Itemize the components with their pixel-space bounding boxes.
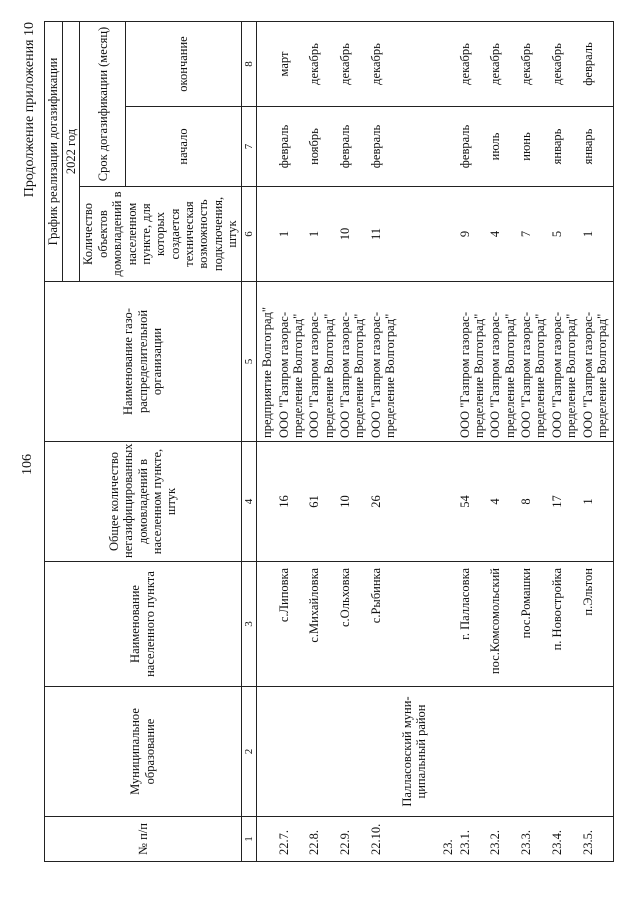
row-settlement: п. Новостройка bbox=[549, 562, 580, 687]
row-count: 7 bbox=[518, 187, 549, 282]
row-start: февраль bbox=[276, 107, 307, 187]
row-municipality bbox=[306, 687, 337, 817]
row-total bbox=[399, 442, 457, 562]
row-municipality bbox=[337, 687, 368, 817]
row-end: декабрь bbox=[337, 21, 368, 106]
row-end: март bbox=[276, 21, 307, 106]
row-org: ООО "Газпром газорас-пределение Волгоград" bbox=[368, 282, 399, 442]
table-row bbox=[487, 21, 518, 861]
row-municipality bbox=[368, 687, 399, 817]
header-no: № п/п bbox=[45, 817, 242, 862]
row-settlement: с.Ольховка bbox=[337, 562, 368, 687]
row-municipality bbox=[457, 687, 488, 817]
table-row bbox=[306, 21, 337, 861]
table-row bbox=[549, 21, 580, 861]
row-end: февраль bbox=[580, 21, 614, 106]
row-org: ООО "Газпром газорас-пределение Волгоград" bbox=[276, 282, 307, 442]
row-start: июнь bbox=[518, 107, 549, 187]
header-year: 2022 год bbox=[63, 21, 80, 281]
column-number: 7 bbox=[241, 107, 257, 187]
table-row bbox=[368, 21, 399, 861]
column-number: 4 bbox=[241, 442, 257, 562]
row-settlement: с.Липовка bbox=[276, 562, 307, 687]
row-count: 9 bbox=[457, 187, 488, 282]
row-number: 22.7. bbox=[276, 817, 307, 862]
row-end: декабрь bbox=[457, 21, 488, 106]
column-number: 5 bbox=[241, 282, 257, 442]
row-end: декабрь bbox=[306, 21, 337, 106]
table-row bbox=[257, 21, 276, 861]
row-start: февраль bbox=[457, 107, 488, 187]
row-total: 54 bbox=[457, 442, 488, 562]
row-total: 17 bbox=[549, 442, 580, 562]
column-number: 8 bbox=[241, 21, 257, 106]
row-start: февраль bbox=[337, 107, 368, 187]
row-end: декабрь bbox=[549, 21, 580, 106]
row-end bbox=[399, 21, 457, 106]
row-start: январь bbox=[549, 107, 580, 187]
row-municipality bbox=[487, 687, 518, 817]
row-settlement: г. Палласовка bbox=[457, 562, 488, 687]
row-total: 61 bbox=[306, 442, 337, 562]
continuation-label: Продолжение приложения 10 bbox=[22, 22, 37, 198]
row-total: 26 bbox=[368, 442, 399, 562]
row-end: декабрь bbox=[518, 21, 549, 106]
row-settlement: пос.Комсомольский bbox=[487, 562, 518, 687]
table-row bbox=[399, 21, 457, 861]
row-start bbox=[399, 107, 457, 187]
header-count: Количество объектов домовладений в населенном пункте, для которых создается техническая возможность подключения, штук bbox=[80, 187, 241, 282]
row-number: 22.8. bbox=[306, 817, 337, 862]
row-org: ООО "Газпром газорас-пределение Волгоград" bbox=[549, 282, 580, 442]
header-period: Срок догазификации (месяц) bbox=[80, 21, 126, 186]
table-row bbox=[457, 21, 488, 861]
table-row bbox=[518, 21, 549, 861]
row-number: 22.9. bbox=[337, 817, 368, 862]
row-number: 23.1. bbox=[457, 817, 488, 862]
row-number: 23.3. bbox=[518, 817, 549, 862]
row-number: 23.2. bbox=[487, 817, 518, 862]
row-settlement: с.Михайловка bbox=[306, 562, 337, 687]
row-total: 8 bbox=[518, 442, 549, 562]
table-row bbox=[276, 21, 307, 861]
header-settlement: Наименование населенного пункта bbox=[45, 562, 242, 687]
row-count: 1 bbox=[276, 187, 307, 282]
row-number: 23.4. bbox=[549, 817, 580, 862]
row-municipality bbox=[518, 687, 549, 817]
header-municipality: Муниципальное образование bbox=[45, 687, 242, 817]
row-end: декабрь bbox=[487, 21, 518, 106]
row-start: февраль bbox=[368, 107, 399, 187]
table-row bbox=[580, 21, 614, 861]
row-start: июль bbox=[487, 107, 518, 187]
column-number: 6 bbox=[241, 187, 257, 282]
row-number: 22.10. bbox=[368, 817, 399, 862]
row-end: декабрь bbox=[368, 21, 399, 106]
row-settlement: пос.Ромашки bbox=[518, 562, 549, 687]
row-org: ООО "Газпром газорас-пределение Волгоград" bbox=[337, 282, 368, 442]
row-settlement: с.Рыбинка bbox=[368, 562, 399, 687]
header-start: начало bbox=[126, 107, 241, 187]
row-count: 5 bbox=[549, 187, 580, 282]
table-row bbox=[337, 21, 368, 861]
row-settlement: п.Эльтон bbox=[580, 562, 614, 687]
page-number: 106 bbox=[20, 454, 35, 475]
row-org bbox=[399, 282, 457, 442]
header-total-households: Общее количество негазифицированных домовладений в населенном пункте, штук bbox=[45, 442, 242, 562]
row-municipality: Палласовский муни-ципальный район bbox=[399, 687, 457, 817]
row-municipality bbox=[580, 687, 614, 817]
row-total: 1 bbox=[580, 442, 614, 562]
row-org: ООО "Газпром газорас-пределение Волгоград" bbox=[518, 282, 549, 442]
column-number: 3 bbox=[241, 562, 257, 687]
carry-over-org-text: предприятие Волгоград" bbox=[257, 282, 276, 442]
row-count: 10 bbox=[337, 187, 368, 282]
row-total: 16 bbox=[276, 442, 307, 562]
row-total: 4 bbox=[487, 442, 518, 562]
row-total: 10 bbox=[337, 442, 368, 562]
header-gas-org: Наименование газо-распределительной организации bbox=[45, 282, 242, 442]
row-org: ООО "Газпром газорас-пределение Волгоград" bbox=[487, 282, 518, 442]
row-start: ноябрь bbox=[306, 107, 337, 187]
row-count: 11 bbox=[368, 187, 399, 282]
row-org: ООО "Газпром газорас-пределение Волгоград" bbox=[580, 282, 614, 442]
row-org: ООО "Газпром газорас-пределение Волгоград" bbox=[306, 282, 337, 442]
column-number: 2 bbox=[241, 687, 257, 817]
row-municipality bbox=[276, 687, 307, 817]
row-count: 1 bbox=[580, 187, 614, 282]
column-number: 1 bbox=[241, 817, 257, 862]
row-number: 23.5. bbox=[580, 817, 614, 862]
header-schedule: График реализации догазификации bbox=[45, 21, 63, 281]
row-municipality bbox=[549, 687, 580, 817]
row-number: 23. bbox=[399, 817, 457, 862]
row-count: 1 bbox=[306, 187, 337, 282]
row-count bbox=[399, 187, 457, 282]
row-org: ООО "Газпром газорас-пределение Волгоград" bbox=[457, 282, 488, 442]
row-start: январь bbox=[580, 107, 614, 187]
gasification-schedule-table bbox=[44, 21, 614, 862]
header-end: окончание bbox=[126, 21, 241, 106]
row-count: 4 bbox=[487, 187, 518, 282]
row-settlement bbox=[399, 562, 457, 687]
